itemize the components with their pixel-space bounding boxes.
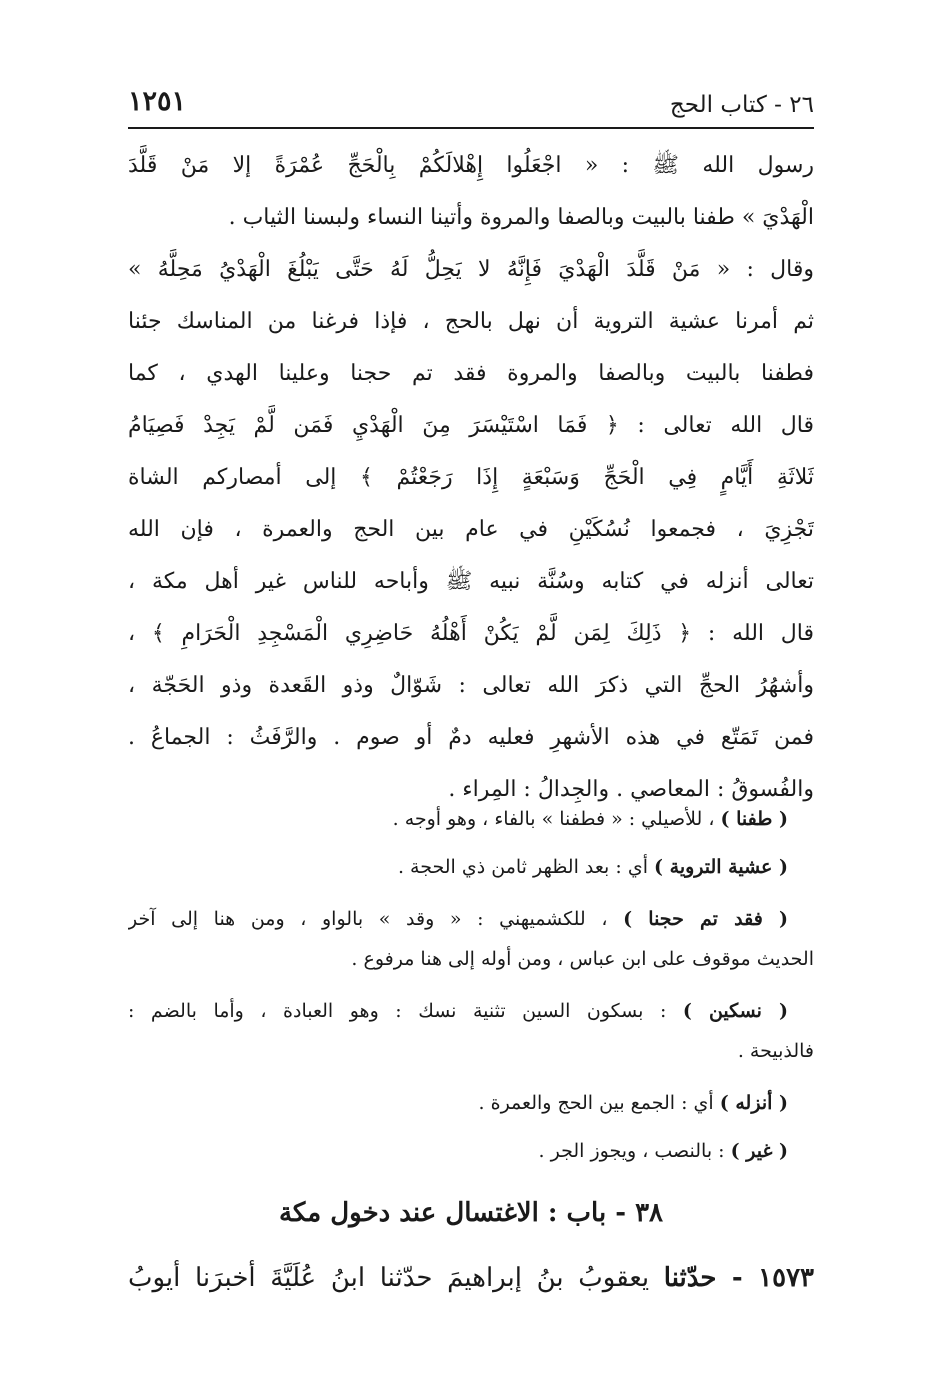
note-keyword: ( عشية التروية ) xyxy=(654,856,788,878)
text-line: تَجْزِيَ ، فجمعوا نُسُكَيْنِ في عام بين الحج والعمرة ، فإن الله xyxy=(128,517,814,542)
note-text: أي : بعد الظهر ثامن ذي الحجة . xyxy=(397,856,648,878)
note-text: ، للأصيلي : « فطفنا » بالفاء ، وهو أوجه . xyxy=(392,808,715,830)
note-item xyxy=(128,800,814,838)
text-line: ثَلاثَةِ أَيَّامٍ فِي الْحَجِّ وَسَبْعَةٍ إِذَا رَجَعْتُمْ ﴾ إلى أمصاركم الشاة xyxy=(128,465,814,490)
text-line: قال الله : ﴿ ذَلِكَ لِمَن لَّمْ يَكُنْ أَهْلُهُ حَاضِرِي الْمَسْجِدِ الْحَرَامِ ﴾ ، xyxy=(128,621,814,646)
note-keyword: ( غير ) xyxy=(730,1140,788,1162)
text-line: قال الله تعالى : ﴿ فَمَا اسْتَيْسَرَ مِنَ الْهَدْيِ فَمَن لَّمْ يَجِدْ فَصِيَامُ xyxy=(128,413,814,438)
note-item xyxy=(128,992,814,1030)
hadith-text: يعقوبُ بنُ إبراهيمَ حدّثنا ابنُ عُلَيَّةَ أخبرَنا أيوبُ xyxy=(128,1263,650,1293)
text-line: وأشهُرُ الحجِّ التي ذكرَ الله تعالى : شَوّالٌ وذو القَعدة وذو الحَجّة ، xyxy=(128,673,814,698)
note-item xyxy=(128,900,814,938)
note-keyword: ( طفنا ) xyxy=(720,808,788,830)
note-text: أي : الجمع بين الحج والعمرة . xyxy=(478,1092,714,1114)
text-line: ثم أمرنا عشية التروية أن نهل بالحج ، فإذا فرغنا من المناسك جئنا xyxy=(128,309,814,334)
section-heading: ٣٨ - باب : الاغتسال عند دخول مكة xyxy=(278,1198,664,1228)
text-line: والفُسوقُ : المعاصي . والجِدالُ : المِراء . xyxy=(448,777,814,802)
note-continuation: فالذبيحة . xyxy=(737,1040,814,1062)
text-line: الْهَدْيَ » طفنا بالبيت وبالصفا والمروة وأتينا النساء ولبسنا الثياب . xyxy=(228,205,814,230)
note-item xyxy=(128,848,814,886)
hadith-line xyxy=(128,1250,814,1306)
text-line: فطفنا بالبيت وبالصفا والمروة فقد تم حجنا وعلينا الهدي ، كما xyxy=(128,361,814,386)
note-item xyxy=(128,1084,814,1122)
text-line: رسول الله ﷺ : « اجْعَلُوا إِهْلالَكُمْ بِالْحَجِّ عُمْرَةً إلا مَنْ قَلَّدَ xyxy=(128,153,814,178)
note-keyword: ( أنزله ) xyxy=(719,1092,788,1114)
note-text: ، للكشميهني : « وقد » بالواو ، ومن هنا إلى آخر xyxy=(128,908,608,930)
note-item xyxy=(128,1132,814,1170)
text-line: وقال : « مَنْ قَلَّدَ الْهَدْيَ فَإِنَّهُ لا يَحِلُّ لَهُ حَتَّى يَبْلُغَ الْهَدْيُ مَحِلَّهُ » xyxy=(128,257,814,282)
hadith-number: ١٥٧٣ - حدّثنا xyxy=(663,1263,814,1293)
note-keyword: ( فقد تم حجنا ) xyxy=(623,908,788,930)
note-text: : بالنصب ، ويجوز الجر . xyxy=(538,1140,725,1162)
running-header xyxy=(128,86,814,126)
text-line: فمن تَمَتّع في هذه الأشهرِ فعليه دمٌ أو صوم . والرَّفَثُ : الجماعُ . xyxy=(128,725,814,750)
chapter-title: ٢٦ - كتاب الحج xyxy=(669,92,814,118)
note-keyword: ( نسكين ) xyxy=(682,1000,788,1022)
text-line: تعالى أنزله في كتابه وسُنَّة نبيه ﷺ وأباحه للناس غير أهل مكة ، xyxy=(128,569,814,594)
note-continuation: الحديث موقوف على ابن عباس ، ومن أوله إلى هنا مرفوع . xyxy=(351,948,814,970)
header-rule xyxy=(128,127,814,129)
note-text: : بسكون السين تثنية نسك : وهو العبادة ، وأما بالضم : xyxy=(128,1000,667,1022)
page-number: ١٢٥١ xyxy=(128,86,187,117)
